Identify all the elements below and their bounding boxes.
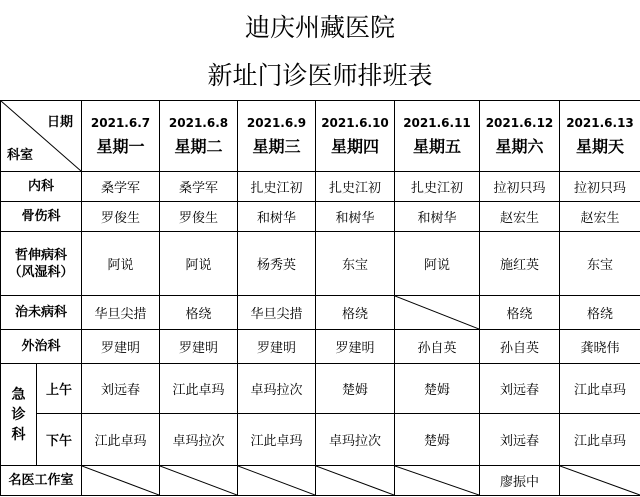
doctor-cell: 和树华: [238, 202, 316, 232]
doctor-cell: 阿说: [82, 232, 160, 296]
doctor-cell: 廖振中: [480, 466, 560, 496]
dept-label: 名医工作室: [1, 466, 82, 496]
schedule-title: 新址门诊医师排班表: [207, 61, 433, 90]
emergency-char: 诊: [11, 406, 26, 423]
table-row: [1, 466, 640, 496]
doctor-cell: 拉初只玛: [480, 172, 560, 202]
table-row: [1, 414, 640, 466]
table-row: [1, 364, 640, 414]
dept-label: 骨伤科: [1, 202, 82, 232]
day-date: 2021.6.8: [168, 115, 229, 130]
doctor-cell: 罗建明: [316, 330, 395, 364]
day-header: [160, 101, 238, 172]
doctor-cell: 扎史江初: [316, 172, 395, 202]
day-date: 2021.6.9: [246, 115, 307, 130]
corner-dept-label: 科室: [7, 148, 34, 163]
doctor-cell: 罗俊生: [160, 202, 238, 232]
empty-cell: [316, 466, 395, 496]
empty-cell: [395, 296, 480, 330]
hospital-title: 迪庆州藏医院: [244, 13, 395, 42]
day-weekday: 星期三: [252, 136, 301, 156]
day-weekday: 星期五: [412, 136, 461, 156]
day-header: [560, 101, 640, 172]
dept-label: 治未病科: [1, 296, 82, 330]
day-weekday: 星期四: [330, 136, 379, 156]
doctor-cell: 赵宏生: [560, 202, 640, 232]
empty-cell: [395, 466, 480, 496]
doctor-cell: 桑学军: [82, 172, 160, 202]
dept-label: [1, 232, 82, 296]
day-date: 2021.6.11: [403, 115, 471, 130]
dept-label-line1: 哲伸病科: [14, 247, 67, 263]
doctor-cell: 格绕: [160, 296, 238, 330]
doctor-cell: 江此卓玛: [560, 414, 640, 466]
doctor-cell: 刘远春: [480, 364, 560, 414]
day-date: 2021.6.7: [90, 115, 151, 130]
dept-label: 内科: [1, 172, 82, 202]
doctor-cell: 楚姆: [395, 414, 480, 466]
doctor-cell: 江此卓玛: [560, 364, 640, 414]
doctor-cell: 华旦尖措: [238, 296, 316, 330]
doctor-cell: 刘远春: [82, 364, 160, 414]
doctor-cell: 和树华: [316, 202, 395, 232]
doctor-cell: 施红英: [480, 232, 560, 296]
table-row: [1, 202, 640, 232]
empty-cell: [560, 466, 640, 496]
doctor-cell: 东宝: [316, 232, 395, 296]
table-row: [1, 330, 640, 364]
doctor-cell: 拉初只玛: [560, 172, 640, 202]
table-row: [1, 172, 640, 202]
day-header: [395, 101, 480, 172]
emergency-char: 科: [11, 426, 26, 443]
day-header: [238, 101, 316, 172]
emergency-dept-label: [1, 364, 37, 466]
doctor-cell: 扎史江初: [395, 172, 480, 202]
doctor-cell: 阿说: [160, 232, 238, 296]
doctor-cell: 孙自英: [395, 330, 480, 364]
day-weekday: 星期一: [96, 136, 145, 156]
doctor-cell: 罗俊生: [82, 202, 160, 232]
empty-cell: [238, 466, 316, 496]
doctor-cell: 东宝: [560, 232, 640, 296]
doctor-cell: 格绕: [316, 296, 395, 330]
emergency-char: 急: [11, 386, 26, 403]
doctor-cell: 桑学军: [160, 172, 238, 202]
corner-date-label: 日期: [46, 115, 73, 130]
doctor-cell: 罗建明: [82, 330, 160, 364]
empty-cell: [160, 466, 238, 496]
table-row: [1, 232, 640, 296]
corner-cell: [1, 101, 82, 172]
day-weekday: 星期天: [575, 136, 624, 156]
doctor-cell: 卓玛拉次: [160, 414, 238, 466]
doctor-cell: 赵宏生: [480, 202, 560, 232]
doctor-cell: 龚晓伟: [560, 330, 640, 364]
day-weekday: 星期六: [495, 136, 544, 156]
doctor-cell: 孙自英: [480, 330, 560, 364]
doctor-cell: 江此卓玛: [160, 364, 238, 414]
day-date: 2021.6.12: [485, 115, 554, 130]
doctor-cell: 楚姆: [316, 364, 395, 414]
dept-label: 外治科: [1, 330, 82, 364]
day-date: 2021.6.10: [321, 115, 389, 130]
pm-label: 下午: [37, 414, 82, 466]
doctor-cell: 扎史江初: [238, 172, 316, 202]
table-row: [1, 296, 640, 330]
header-row: [1, 101, 640, 172]
day-header: [480, 101, 560, 172]
doctor-cell: 江此卓玛: [238, 414, 316, 466]
doctor-cell: 罗建明: [238, 330, 316, 364]
doctor-cell: 和树华: [395, 202, 480, 232]
doctor-cell: 杨秀英: [238, 232, 316, 296]
doctor-cell: 卓玛拉次: [316, 414, 395, 466]
doctor-cell: 格绕: [480, 296, 560, 330]
doctor-cell: 华旦尖措: [82, 296, 160, 330]
doctor-cell: 江此卓玛: [82, 414, 160, 466]
doctor-cell: 格绕: [560, 296, 640, 330]
doctor-cell: 阿说: [395, 232, 480, 296]
day-weekday: 星期二: [174, 136, 223, 156]
doctor-cell: 罗建明: [160, 330, 238, 364]
day-header: [316, 101, 395, 172]
schedule-table: [0, 100, 640, 496]
doctor-cell: 卓玛拉次: [238, 364, 316, 414]
am-label: 上午: [37, 364, 82, 414]
doctor-cell: 刘远春: [480, 414, 560, 466]
empty-cell: [82, 466, 160, 496]
doctor-cell: 楚姆: [395, 364, 480, 414]
day-date: 2021.6.13: [566, 115, 634, 130]
dept-label-line2: （风湿科）: [8, 264, 74, 280]
day-header: [82, 101, 160, 172]
